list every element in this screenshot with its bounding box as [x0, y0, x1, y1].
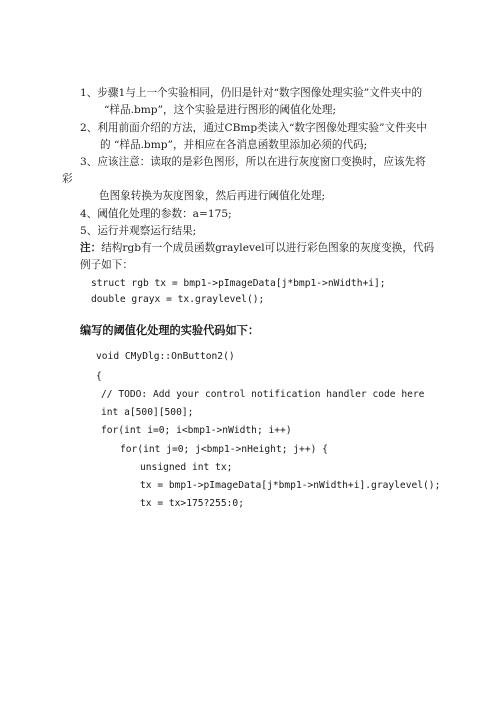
code-heading: 编写的阈值化处理的实验代码如下： [80, 323, 260, 337]
step-2-line-1: 2、利用前面介绍的方法，通过CBmp类读入“数字图像处理实验”文件夹中 [80, 122, 427, 134]
step-3-line-1: 3、应该注意：读取的是彩色图形，所以在进行灰度窗口变换时，应该先将 [80, 156, 426, 168]
code-line-6: for(int j=0; j<bmp1->nHeight; j++) { [120, 444, 328, 455]
note-text: 结构rgb有一个成员函数graylevel可以进行彩色图象的灰度变换，代码 [101, 242, 435, 254]
note-label: 注： [80, 242, 102, 254]
snippet-line-2: double grayx = tx.graylevel(); [91, 294, 265, 305]
code-line-2: { [96, 371, 102, 382]
code-line-8: tx = bmp1->pImageData[j*bmp1->nWidth+i].graylevel(); [140, 480, 441, 491]
snippet-line-1: struct rgb tx = bmp1->pImageData[j*bmp1->nWidth+i]; [91, 278, 386, 289]
step-1-line-1: 1、步骤1与上一个实验相同，仍旧是针对“数字图像处理实验”文件夹中的 [80, 87, 423, 99]
code-line-5: for(int i=0; i<bmp1->nWidth; i++) [101, 425, 292, 436]
code-line-3: // TODO: Add your control notification handler code here [101, 389, 425, 400]
step-3-wrap-char: 彩 [62, 173, 73, 185]
code-line-4: int a[500][500]; [101, 407, 194, 418]
code-line-1: void CMyDlg::OnButton2() [96, 351, 235, 362]
code-line-9: tx = tx>175?255:0; [140, 498, 244, 509]
note-line-1 [80, 241, 434, 255]
step-4-line: 4、阈值化处理的参数：a=175; [80, 208, 232, 220]
note-line-2: 例子如下： [80, 259, 133, 271]
code-line-7: unsigned int tx; [140, 462, 233, 473]
step-5-line: 5、运行并观察运行结果; [80, 225, 197, 237]
step-2-line-2: 的 “样品.bmp”，并相应在各消息函数里添加必须的代码; [100, 139, 368, 151]
step-3-line-2: 色图象转换为灰度图象，然后再进行阈值化处理; [99, 190, 326, 202]
step-1-line-2: “样品.bmp”，这个实验是进行图形的阈值化处理; [104, 104, 337, 116]
